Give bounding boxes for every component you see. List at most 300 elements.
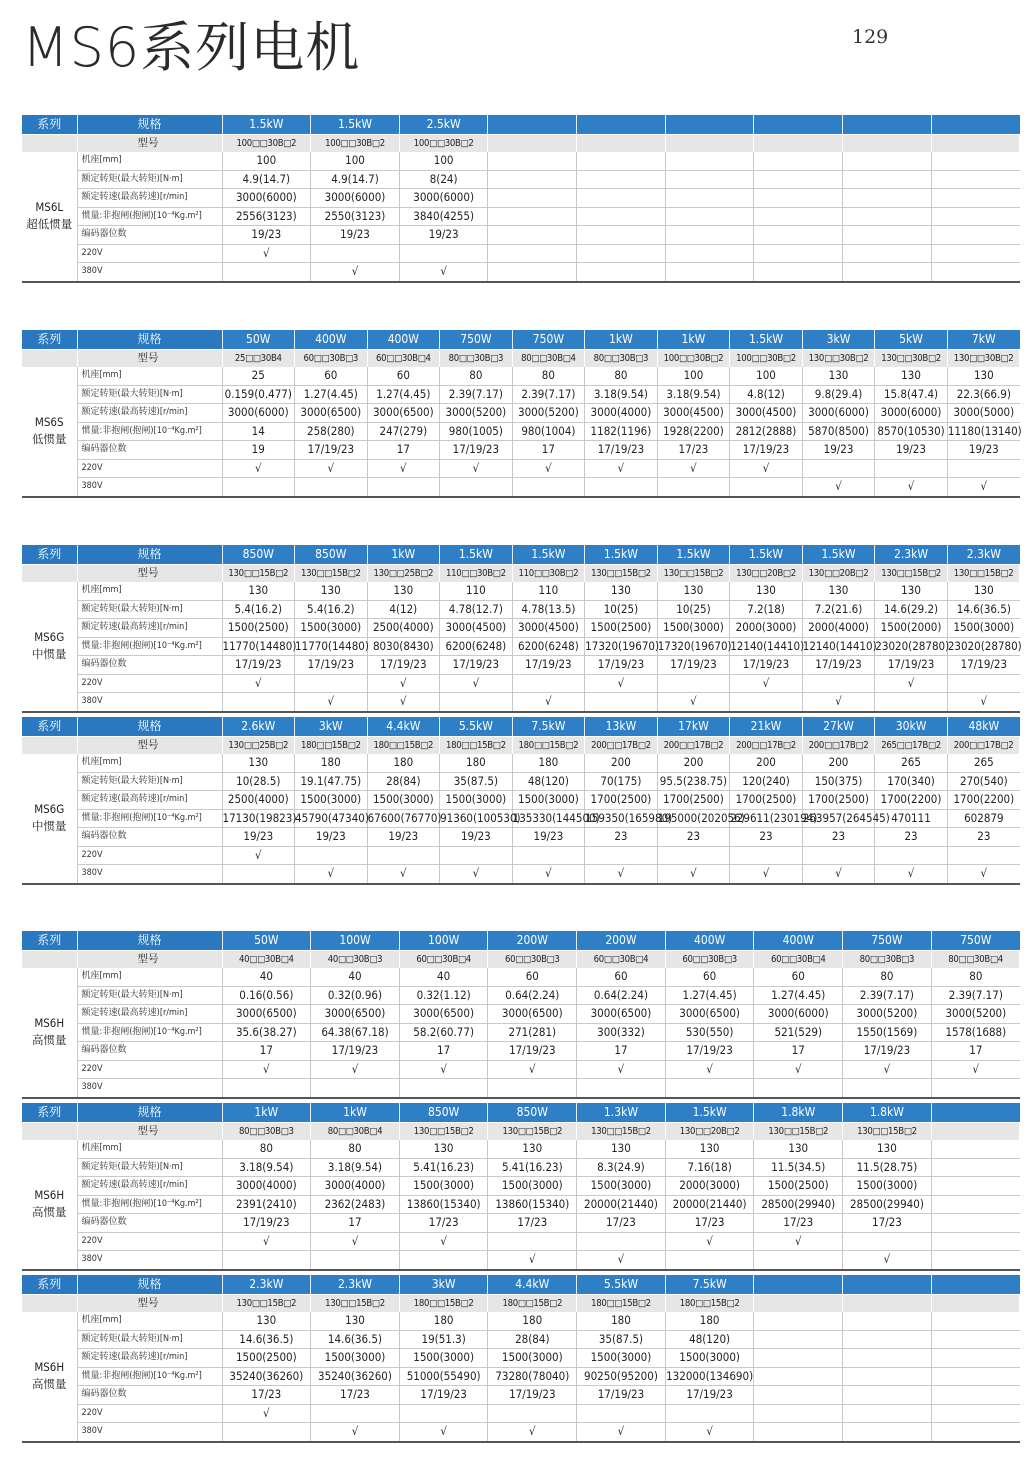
voltage-check [947,674,1020,693]
model-cell: 60□□30B□4 [754,951,843,969]
voltage-check: √ [311,1423,400,1442]
value-cell: 130 [367,582,440,600]
value-cell: 4.9(14.7) [222,170,311,189]
value-cell: 17/19/23 [399,1386,488,1405]
value-cell [931,1386,1020,1405]
param-label: 机座[mm] [77,367,222,385]
spec-cell: 2.3kW [875,545,948,565]
param-label: 380V [77,1251,222,1270]
value-cell: 17/19/23 [875,656,948,675]
spec-header: 规格 [77,1275,222,1295]
value-cell: 130 [754,1140,843,1158]
series-header: 系列 [22,931,77,951]
model-row [22,565,1020,583]
value-cell: 3000(6500) [311,1005,400,1024]
voltage-check [367,478,440,497]
value-cell: 90250(95200) [577,1367,666,1386]
spec-table [22,545,1020,713]
data-row [22,637,1020,656]
spec-cell: 400W [295,330,368,350]
voltage-check: √ [488,1423,577,1442]
voltage-check [657,846,730,865]
spec-cell: 1kW [585,330,658,350]
value-cell: 17/19/23 [585,656,658,675]
value-cell [931,1330,1020,1349]
value-cell: 17/19/23 [657,656,730,675]
value-cell: 17/19/23 [488,1042,577,1061]
spec-cell: 200W [577,931,666,951]
series-header: 系列 [22,1275,77,1295]
data-row [22,1423,1020,1442]
voltage-check: √ [665,1232,754,1251]
value-cell: 180 [367,754,440,772]
value-cell: 130 [222,582,295,600]
param-label: 额定转速(最高转速)[r/min] [77,619,222,638]
value-cell: 180 [399,1312,488,1330]
param-label: 额定转速(最高转速)[r/min] [77,404,222,423]
model-cell: 130□□15B□2 [585,565,658,583]
value-cell [754,1330,843,1349]
model-label: 型号 [77,1295,222,1313]
value-cell: 130 [399,1140,488,1158]
spec-cell [931,115,1020,135]
voltage-check: √ [399,263,488,282]
model-blank [22,135,77,153]
param-label: 额定转矩(最大转矩)[N·m] [77,1330,222,1349]
voltage-check: √ [657,693,730,712]
value-cell: 3000(4500) [657,404,730,423]
value-cell: 1578(1688) [931,1023,1020,1042]
model-cell: 60□□30B□4 [577,951,666,969]
value-cell: 17 [311,1214,400,1233]
value-cell: 5.41(16.23) [399,1158,488,1177]
value-cell [577,152,666,170]
value-cell: 7.16(18) [665,1158,754,1177]
spec-cell: 400W [367,330,440,350]
voltage-check: √ [295,459,368,478]
value-cell: 23020(28780) [875,637,948,656]
param-label: 编码器位数 [77,656,222,675]
data-row [22,1042,1020,1061]
data-row [22,367,1020,385]
param-label: 380V [77,1423,222,1442]
value-cell: 1700(2500) [657,791,730,810]
value-cell [843,170,932,189]
data-row [22,1251,1020,1270]
spec-header: 规格 [77,330,222,350]
voltage-check: √ [947,865,1020,884]
voltage-check: √ [843,1060,932,1079]
model-cell: 130□□15B□2 [295,565,368,583]
value-cell: 17 [754,1042,843,1061]
value-cell: 17/19/23 [311,1042,400,1061]
page-number: 129 [852,26,889,48]
model-cell: 130□□30B□2 [947,350,1020,368]
voltage-check: √ [802,865,875,884]
value-cell: 48(120) [665,1330,754,1349]
spec-cell: 1.5kW [311,115,400,135]
model-cell: 130□□15B□2 [222,565,295,583]
value-cell: 17/23 [488,1214,577,1233]
voltage-check: √ [585,459,658,478]
value-cell: 2812(2888) [730,422,803,441]
value-cell: 2.39(7.17) [931,986,1020,1005]
data-row [22,1349,1020,1368]
voltage-check: √ [488,1251,577,1270]
value-cell: 17 [512,441,585,460]
value-cell: 17/19/23 [295,656,368,675]
value-cell: 70(175) [585,772,658,791]
spec-cell: 1.5kW [730,545,803,565]
model-cell: 130□□30B□2 [802,350,875,368]
param-label: 机座[mm] [77,582,222,600]
value-cell: 602879 [947,809,1020,828]
value-cell [754,1312,843,1330]
model-cell [577,135,666,153]
param-label: 编码器位数 [77,1214,222,1233]
value-cell: 17 [931,1042,1020,1061]
model-cell: 200□□17B□2 [585,737,658,755]
voltage-check: √ [222,244,311,263]
value-cell: 3000(6000) [222,189,311,208]
value-cell: 28(84) [488,1330,577,1349]
value-cell: 60 [488,968,577,986]
voltage-check: √ [399,1060,488,1079]
voltage-check: √ [512,865,585,884]
value-cell: 28500(29940) [754,1195,843,1214]
param-label: 编码器位数 [77,226,222,245]
spec-cell: 27kW [802,717,875,737]
value-cell [577,189,666,208]
param-label: 机座[mm] [77,968,222,986]
model-blank [22,1295,77,1313]
model-cell: 100□□30B□2 [399,135,488,153]
value-cell [665,152,754,170]
value-cell [754,207,843,226]
value-cell [931,1158,1020,1177]
model-label: 型号 [77,350,222,368]
spec-header: 规格 [77,115,222,135]
value-cell [931,170,1020,189]
value-cell: 130 [730,582,803,600]
value-cell: 17/23 [222,1386,311,1405]
voltage-check: √ [730,674,803,693]
voltage-check [931,244,1020,263]
spec-cell: 50W [222,330,295,350]
data-row [22,1158,1020,1177]
value-cell: 1.27(4.45) [367,385,440,404]
value-cell: 130 [222,754,295,772]
voltage-check [399,1079,488,1098]
spec-cell: 50W [222,931,311,951]
voltage-check: √ [802,478,875,497]
spec-cell: 7.5kW [665,1275,754,1295]
model-cell [931,1295,1020,1313]
value-cell: 0.16(0.56) [222,986,311,1005]
value-cell [931,1349,1020,1368]
spec-cell: 750W [440,330,513,350]
value-cell: 1500(3000) [311,1349,400,1368]
value-cell: 17/19/23 [843,1042,932,1061]
voltage-check: √ [440,674,513,693]
data-row [22,1140,1020,1158]
spec-cell: 5kW [875,330,948,350]
spec-cell: 400W [754,931,843,951]
value-cell: 100 [222,152,311,170]
value-cell: 1500(3000) [665,1349,754,1368]
spec-cell: 1.5kW [585,545,658,565]
voltage-check: √ [311,1060,400,1079]
spec-cell: 750W [931,931,1020,951]
value-cell: 80 [440,367,513,385]
series-inertia-class: 高惯量 [32,1033,67,1048]
value-cell: 14 [222,422,295,441]
param-label: 编码器位数 [77,1042,222,1061]
value-cell: 110 [440,582,513,600]
voltage-check [802,459,875,478]
value-cell: 12140(14410) [802,637,875,656]
model-cell: 80□□30B□4 [512,350,585,368]
value-cell: 28(84) [367,772,440,791]
value-cell [843,1386,932,1405]
model-cell: 130□□15B□2 [947,565,1020,583]
data-row [22,404,1020,423]
model-cell [488,135,577,153]
voltage-check [931,1404,1020,1423]
voltage-check [222,693,295,712]
value-cell: 3000(5200) [931,1005,1020,1024]
value-cell: 1700(2200) [947,791,1020,810]
value-cell: 0.32(1.12) [399,986,488,1005]
spec-cell: 3kW [802,330,875,350]
param-label: 380V [77,693,222,712]
spec-table-section [22,1275,1020,1443]
model-cell: 80□□30B□3 [585,350,658,368]
voltage-check [577,1079,666,1098]
data-row [22,865,1020,884]
value-cell: 15.8(47.4) [875,385,948,404]
value-cell [931,1195,1020,1214]
value-cell: 80 [585,367,658,385]
value-cell: 258(280) [295,422,368,441]
value-cell [931,152,1020,170]
param-label: 机座[mm] [77,1140,222,1158]
value-cell: 19(51.3) [399,1330,488,1349]
spec-cell: 17kW [657,717,730,737]
voltage-check: √ [295,865,368,884]
data-row [22,754,1020,772]
param-label: 380V [77,865,222,884]
value-cell: 22.3(66.9) [947,385,1020,404]
voltage-check [875,459,948,478]
value-cell: 130 [295,582,368,600]
value-cell: 58.2(60.77) [399,1023,488,1042]
value-cell: 1.27(4.45) [295,385,368,404]
value-cell [931,1214,1020,1233]
value-cell: 3000(5200) [512,404,585,423]
value-cell: 60 [665,968,754,986]
voltage-check: √ [875,865,948,884]
value-cell: 23 [657,828,730,847]
value-cell: 120(240) [730,772,803,791]
series-code: MS6H [34,1187,65,1202]
model-cell: 265□□17B□2 [875,737,948,755]
spec-header: 规格 [77,545,222,565]
model-label: 型号 [77,951,222,969]
model-cell [931,135,1020,153]
value-cell: 5.4(16.2) [222,600,295,619]
model-cell: 130□□15B□2 [222,1295,311,1313]
value-cell: 19/23 [440,828,513,847]
value-cell [931,1367,1020,1386]
value-cell: 23 [585,828,658,847]
param-label: 220V [77,1232,222,1251]
spec-cell: 1.3kW [577,1103,666,1123]
param-label: 额定转矩(最大转矩)[N·m] [77,170,222,189]
value-cell [843,1312,932,1330]
value-cell: 19/23 [947,441,1020,460]
series-header: 系列 [22,545,77,565]
spec-cell: 1.8kW [843,1103,932,1123]
voltage-check [222,865,295,884]
voltage-check [222,1423,311,1442]
value-cell: 180 [577,1312,666,1330]
value-cell: 132000(134690) [665,1367,754,1386]
spec-cell: 13kW [585,717,658,737]
series-header: 系列 [22,717,77,737]
spec-cell: 2.3kW [947,545,1020,565]
value-cell [754,226,843,245]
spec-table [22,115,1020,283]
spec-table [22,330,1020,498]
model-cell: 130□□25B□2 [222,737,295,755]
model-row [22,737,1020,755]
value-cell: 35240(36260) [311,1367,400,1386]
voltage-check: √ [665,1060,754,1079]
spec-cell [488,115,577,135]
data-row [22,1079,1020,1098]
series-header: 系列 [22,330,77,350]
model-cell [754,135,843,153]
value-cell: 130 [657,582,730,600]
value-cell: 1500(3000) [577,1349,666,1368]
value-cell: 3000(6000) [875,404,948,423]
spec-table-section [22,330,1020,498]
model-cell: 80□□30B□4 [311,1123,400,1141]
voltage-check: √ [730,865,803,884]
series-code: MS6H [34,1359,65,1374]
model-cell: 60□□30B□3 [488,951,577,969]
voltage-check [754,1079,843,1098]
voltage-check [754,244,843,263]
value-cell: 2.39(7.17) [843,986,932,1005]
value-cell: 0.32(0.96) [311,986,400,1005]
model-cell: 100□□30B□2 [311,135,400,153]
voltage-check [754,263,843,282]
series-label [22,1312,77,1442]
value-cell: 19 [222,441,295,460]
data-row [22,968,1020,986]
voltage-check [577,244,666,263]
spec-table [22,931,1020,1099]
value-cell: 17/23 [665,1214,754,1233]
spec-cell: 1.5kW [512,545,585,565]
value-cell: 17 [222,1042,311,1061]
voltage-check: √ [399,1423,488,1442]
voltage-check: √ [665,1423,754,1442]
param-label: 220V [77,674,222,693]
value-cell: 1500(3000) [947,619,1020,638]
value-cell: 3000(6000) [222,404,295,423]
value-cell: 130 [665,1140,754,1158]
value-cell [754,189,843,208]
voltage-check: √ [367,459,440,478]
value-cell: 19/23 [802,441,875,460]
voltage-check: √ [947,693,1020,712]
value-cell: 1500(2500) [585,619,658,638]
value-cell: 159350(165980) [585,809,658,828]
value-cell: 3000(4500) [512,619,585,638]
model-label: 型号 [77,1123,222,1141]
param-label: 机座[mm] [77,1312,222,1330]
spec-cell: 1kW [222,1103,311,1123]
voltage-check: √ [367,674,440,693]
value-cell: 17 [399,1042,488,1061]
model-cell: 180□□15B□2 [488,1295,577,1313]
value-cell: 17 [367,441,440,460]
series-label [22,367,77,497]
value-cell: 7.2(18) [730,600,803,619]
model-cell: 130□□15B□2 [399,1123,488,1141]
value-cell: 23 [875,828,948,847]
value-cell: 4.9(14.7) [311,170,400,189]
series-inertia-class: 高惯量 [32,1377,67,1392]
spec-cell: 2.3kW [311,1275,400,1295]
voltage-check: √ [577,1423,666,1442]
model-label: 型号 [77,565,222,583]
series-label [22,754,77,884]
model-cell: 80□□30B□3 [843,951,932,969]
value-cell: 1500(2500) [222,1349,311,1368]
model-cell: 130□□25B□2 [367,565,440,583]
param-label: 惯量:非抱闸(抱闸)[10⁻⁴Kg.m²] [77,809,222,828]
series-label [22,968,77,1098]
voltage-check [512,478,585,497]
spec-table [22,1103,1020,1271]
param-label: 额定转速(最高转速)[r/min] [77,189,222,208]
value-cell [577,207,666,226]
value-cell: 8570(10530) [875,422,948,441]
value-cell: 3000(6000) [311,189,400,208]
param-label: 额定转速(最高转速)[r/min] [77,1005,222,1024]
value-cell: 100 [311,152,400,170]
model-cell: 180□□15B□2 [367,737,440,755]
spec-cell [931,1275,1020,1295]
param-label: 220V [77,846,222,865]
voltage-check [754,1251,843,1270]
data-row [22,828,1020,847]
spec-cell [577,115,666,135]
voltage-check [488,1404,577,1423]
model-cell: 130□□15B□2 [754,1123,843,1141]
voltage-check [843,1404,932,1423]
value-cell: 95.5(238.75) [657,772,730,791]
voltage-check: √ [657,459,730,478]
spec-cell: 21kW [730,717,803,737]
value-cell: 3000(6000) [754,1005,843,1024]
data-row [22,459,1020,478]
value-cell: 8030(8430) [367,637,440,656]
